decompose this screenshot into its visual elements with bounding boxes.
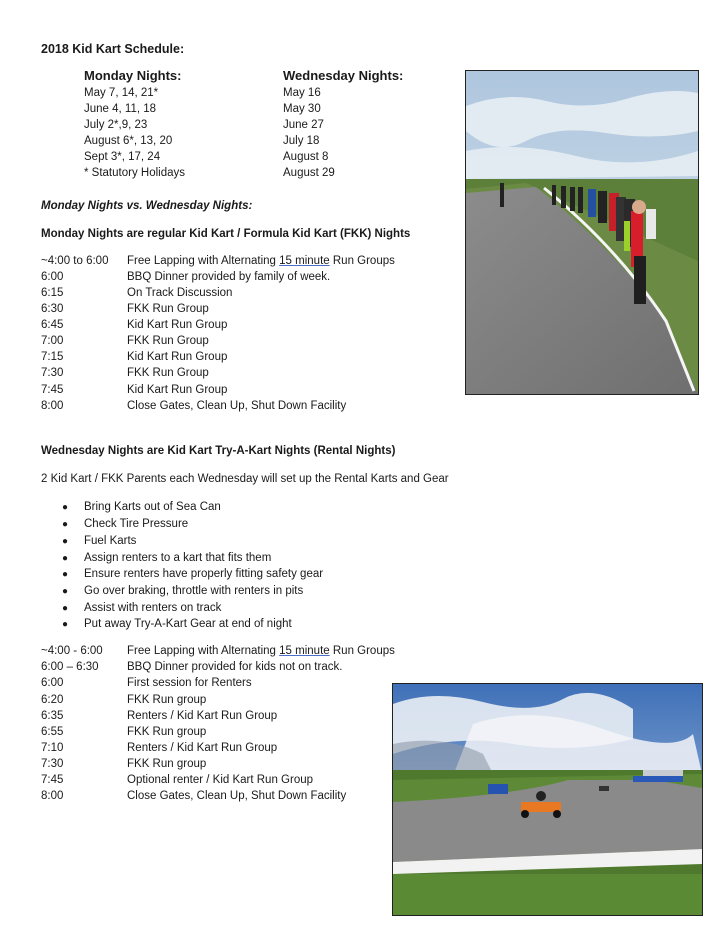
monday-date: August 6*, 13, 20	[84, 135, 173, 147]
wednesday-date: July 18	[283, 135, 320, 147]
wednesday-date: June 27	[283, 119, 324, 131]
schedule-time: 6:30	[41, 303, 64, 315]
schedule-desc: Optional renter / Kid Kart Run Group	[127, 774, 314, 786]
schedule-time: 6:55	[41, 726, 64, 738]
bullet-icon: ●	[62, 553, 69, 564]
schedule-time: 7:45	[41, 774, 64, 786]
schedule-desc: FKK Run group	[127, 758, 207, 770]
schedule-desc: BBQ Dinner provided for kids not on track.	[127, 661, 343, 673]
schedule-time: 6:35	[41, 710, 64, 722]
schedule-desc: On Track Discussion	[127, 287, 233, 299]
schedule-desc: BBQ Dinner provided by family of week.	[127, 271, 331, 283]
bullet-icon: ●	[62, 569, 69, 580]
schedule-desc: FKK Run Group	[127, 303, 209, 315]
wednesday-section-heading: Wednesday Nights are Kid Kart Try-A-Kart Nights (Rental Nights)	[41, 445, 396, 457]
schedule-desc: FKK Run group	[127, 726, 207, 738]
bullet-icon: ●	[62, 586, 69, 597]
schedule-desc: FKK Run group	[127, 694, 207, 706]
photo-kart-on-track	[392, 683, 703, 916]
schedule-desc: Free Lapping with Alternating 15 minute Run Groups	[127, 645, 395, 657]
schedule-time: 6:45	[41, 319, 64, 331]
holiday-note: * Statutory Holidays	[84, 167, 185, 179]
schedule-time: 7:45	[41, 384, 64, 396]
page-title: 2018 Kid Kart Schedule:	[41, 42, 185, 56]
monday-date: Sept 3*, 17, 24	[84, 151, 161, 163]
wednesday-date: August 8	[283, 151, 329, 163]
wednesday-date: May 30	[283, 103, 321, 115]
schedule-time: 7:10	[41, 742, 64, 754]
schedule-time: 6:00	[41, 271, 64, 283]
schedule-desc: First session for Renters	[127, 677, 252, 689]
schedule-time: ~4:00 to 6:00	[41, 255, 109, 267]
schedule-desc: FKK Run Group	[127, 367, 209, 379]
schedule-desc: FKK Run Group	[127, 335, 209, 347]
schedule-time: 6:00 – 6:30	[41, 661, 99, 673]
monday-date: May 7, 14, 21*	[84, 87, 159, 99]
schedule-desc: Kid Kart Run Group	[127, 319, 228, 331]
schedule-time: 7:30	[41, 758, 64, 770]
bullet-icon: ●	[62, 536, 69, 547]
wednesday-heading: Wednesday Nights:	[283, 68, 404, 83]
monday-section-heading: Monday Nights are regular Kid Kart / Formula Kid Kart (FKK) Nights	[41, 228, 411, 240]
schedule-desc: Renters / Kid Kart Run Group	[127, 710, 278, 722]
bullet-icon: ●	[62, 519, 69, 530]
schedule-time: 6:00	[41, 677, 64, 689]
schedule-desc: Kid Kart Run Group	[127, 384, 228, 396]
link-15-minute[interactable]: 15 minute	[279, 645, 330, 657]
schedule-time: ~4:00 - 6:00	[41, 645, 103, 657]
monday-heading: Monday Nights:	[84, 68, 182, 83]
schedule-desc: Kid Kart Run Group	[127, 351, 228, 363]
schedule-time: 8:00	[41, 400, 64, 412]
link-15-minute[interactable]: 15 minute	[279, 255, 330, 267]
bullet-icon: ●	[62, 603, 69, 614]
schedule-time: 7:00	[41, 335, 64, 347]
schedule-time: 7:30	[41, 367, 64, 379]
schedule-desc: Close Gates, Clean Up, Shut Down Facility	[127, 790, 347, 802]
schedule-time: 7:15	[41, 351, 64, 363]
schedule-desc: Renters / Kid Kart Run Group	[127, 742, 278, 754]
monday-date: July 2*,9, 23	[84, 119, 148, 131]
photo-kids-trackside	[465, 70, 699, 395]
schedule-time: 6:15	[41, 287, 64, 299]
wednesday-date: May 16	[283, 87, 321, 99]
wednesday-intro: 2 Kid Kart / FKK Parents each Wednesday will set up the Rental Karts and Gear	[41, 473, 449, 485]
comparison-heading: Monday Nights vs. Wednesday Nights:	[41, 200, 253, 212]
schedule-time: 8:00	[41, 790, 64, 802]
schedule-desc: Free Lapping with Alternating 15 minute Run Groups	[127, 255, 395, 267]
bullet-icon: ●	[62, 619, 69, 630]
schedule-desc: Close Gates, Clean Up, Shut Down Facility	[127, 400, 347, 412]
monday-date: June 4, 11, 18	[84, 103, 157, 115]
bullet-icon: ●	[62, 502, 69, 513]
schedule-time: 6:20	[41, 694, 64, 706]
wednesday-date: August 29	[283, 167, 335, 179]
